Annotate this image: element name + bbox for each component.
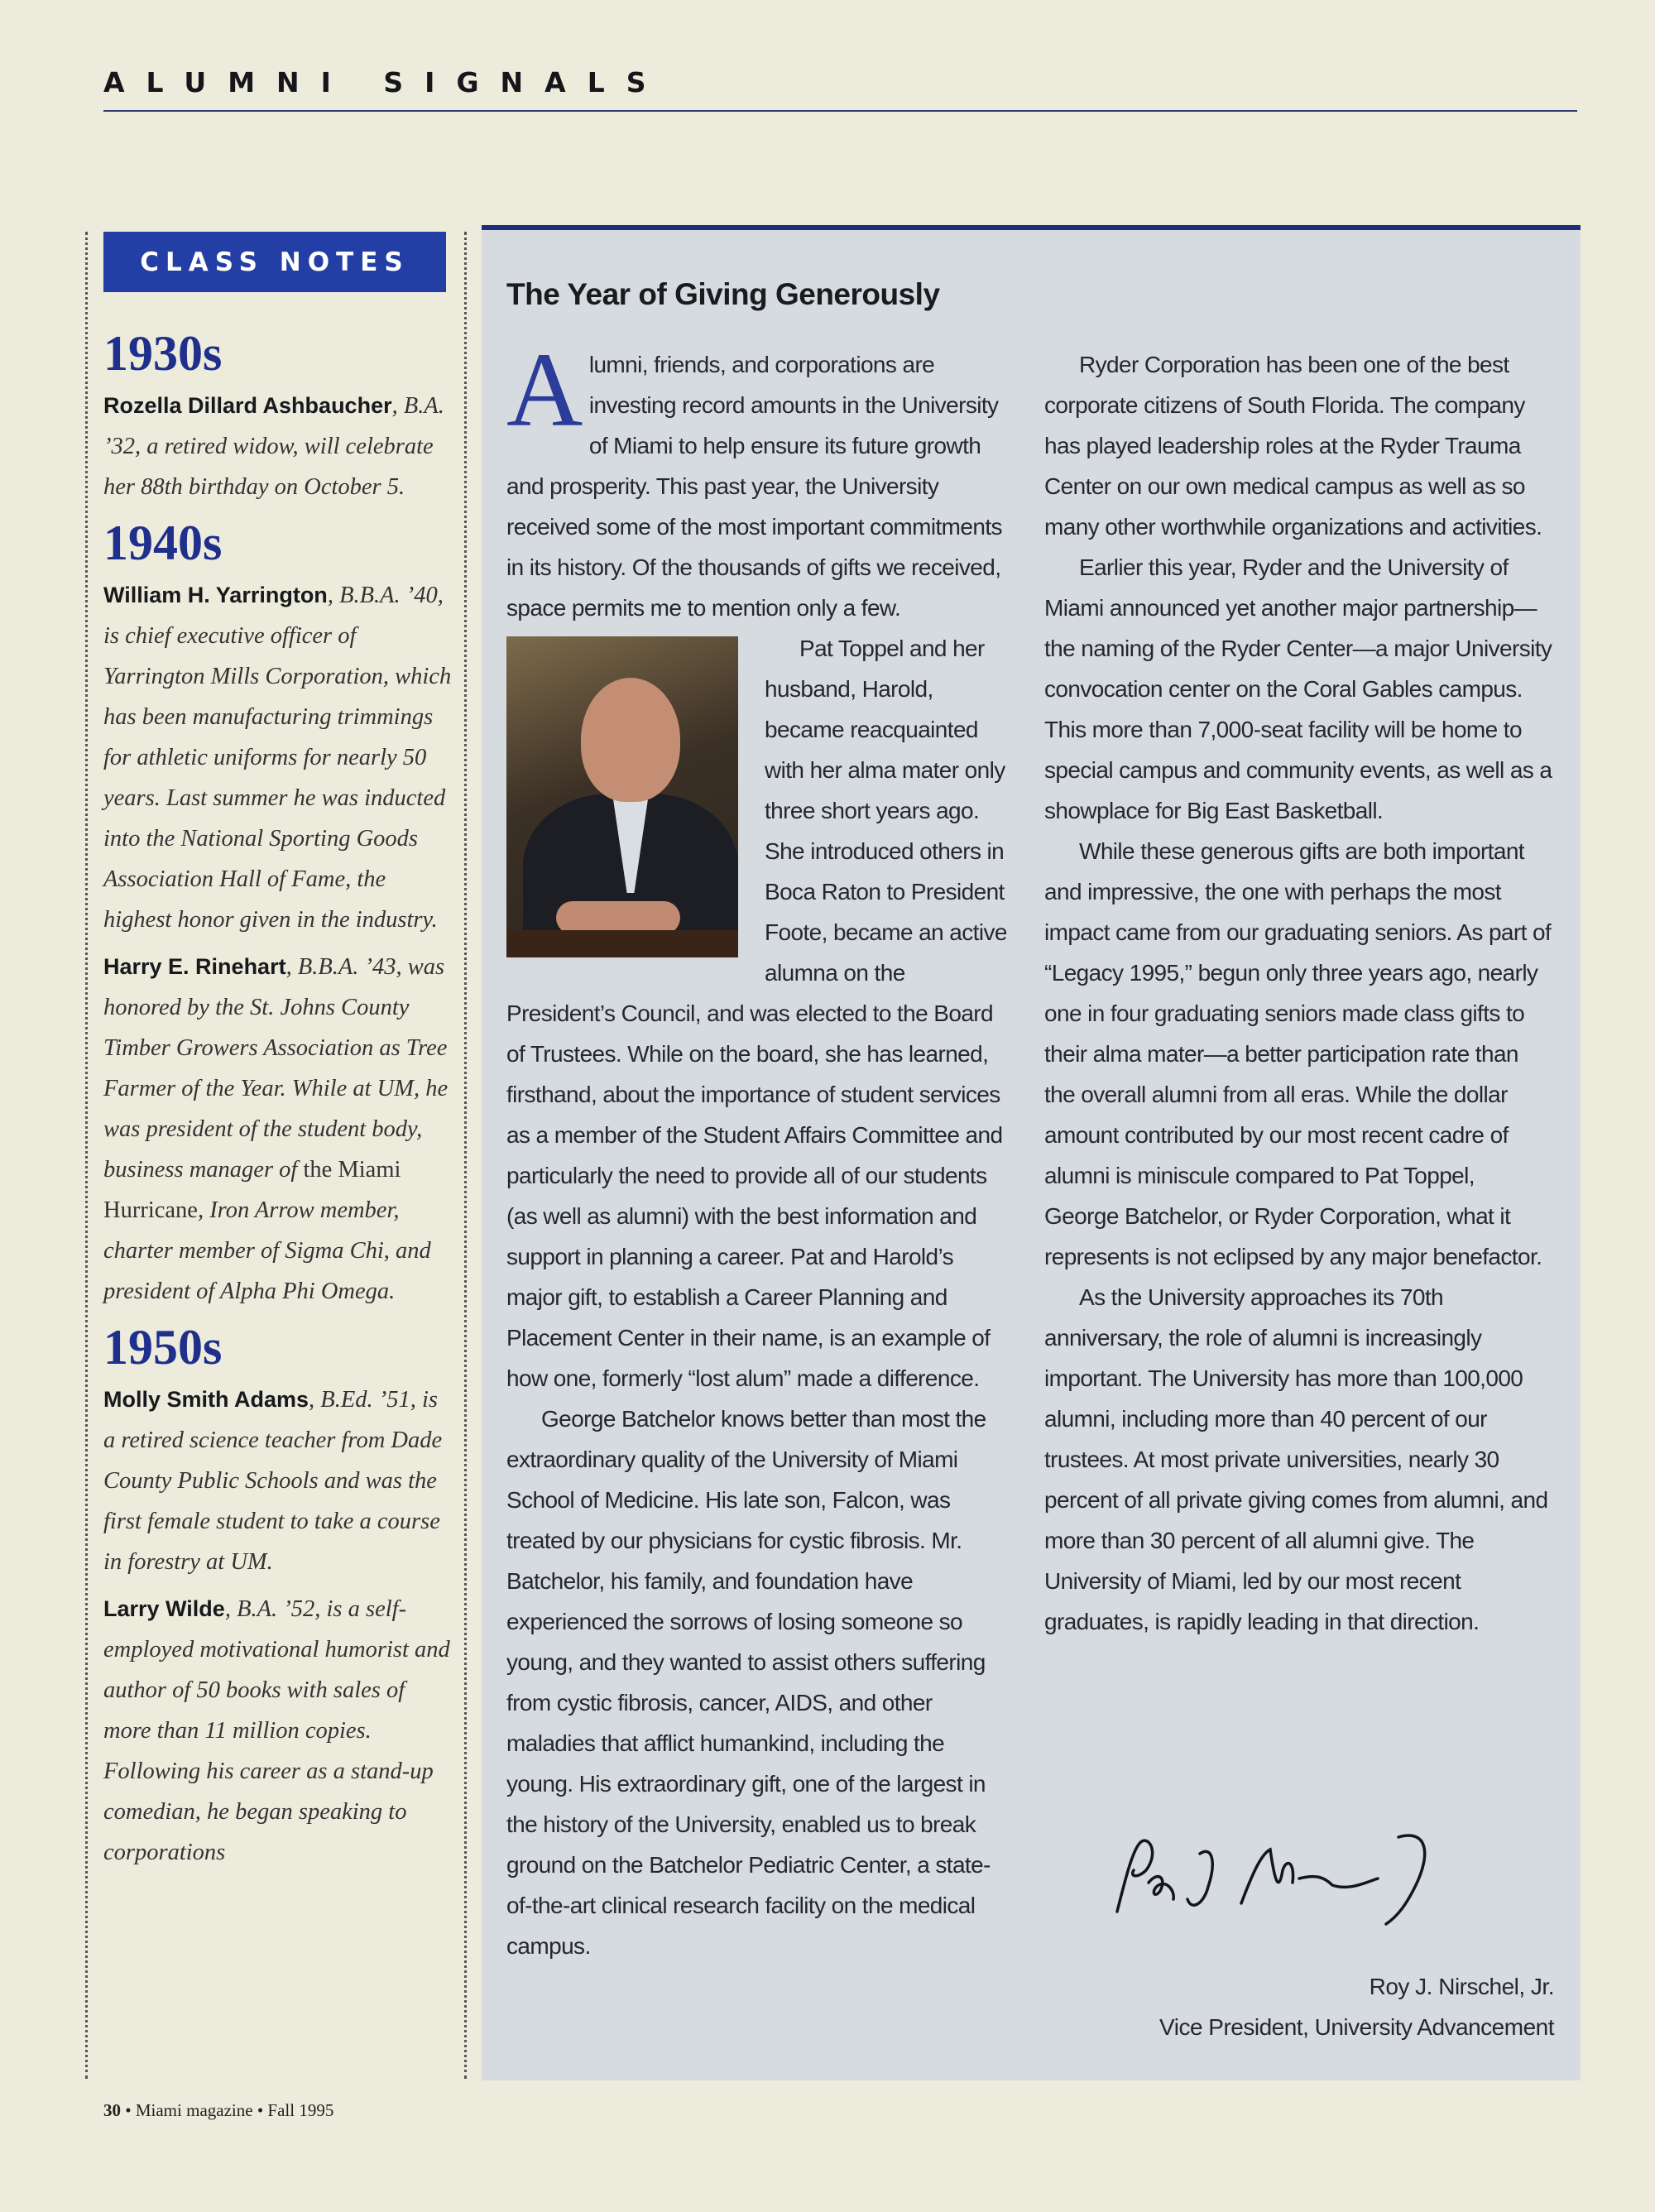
header-rule: [103, 110, 1577, 112]
alumnus-name: William H. Yarrington: [103, 583, 328, 607]
article-paragraph: Pat Toppel and her husband, Harold, became reacquainted with her alma mater only three short years ago. She introduced others in Boca Raton to President Foote, became an active alumna on the President’s Council, and was elected to the Board of Trustees. While on the board, she has learned, firsthand, about the importance of student services as a member of the Student Affairs Committee and particularly the need to provide all of our students (as well as alumni) with the best information and support in planning a career. Pat and Harold’s major gift, to establish a Career Planning and Placement Center in their name, is an example of how one, formerly “lost alum” made a difference.: [506, 636, 1007, 1391]
class-note-entry: [103, 947, 455, 1312]
class-notes-badge: CLASS NOTES: [103, 232, 446, 292]
decade-1950s: [103, 1318, 455, 1873]
decade-1940s: [103, 514, 455, 1312]
publication-name: the Miami Hurricane: [103, 1157, 401, 1223]
class-note-entry: [103, 386, 455, 507]
drop-cap: A: [506, 331, 583, 449]
article-paragraph: George Batchelor knows better than most the extraordinary quality of the University of Miami School of Medicine. His late son, Falcon, was treated by our physicians for cystic fibrosis. Mr. Batchelor, his family, and foundation have experienced the sorrows of losing someone so young, and they wanted to assist others suffering from cystic fibrosis, cancer, AIDS, and other maladies that afflict humankind, including the young. His extraordinary gift, one of the largest in the history of the University, enabled us to break ground on the Batchelor Pediatric Center, a state-of-the-art clinical research facility on the medical campus.: [506, 1406, 991, 1959]
alumnus-name: Rozella Dillard Ashbaucher: [103, 393, 392, 418]
decade-1930s: [103, 324, 455, 507]
section-title: ALUMNI SIGNALS: [103, 66, 668, 98]
class-note-entry: [103, 575, 455, 940]
article-paragraph: While these generous gifts are both important and impressive, the one with perhaps the most impact came from our graduating seniors. As part of “Legacy 1995,” begun only three years ago, nearly one in four graduating seniors made class gifts to their alma mater—a better participation rate than the overall alumni from all eras. While the dollar amount contributed by our most recent cadre of alumni is miniscule compared to Pat Toppel, George Batchelor, or Ryder Corporation, what it represents is not eclipsed by any major benefactor.: [1044, 838, 1552, 1269]
publication-name: Miami magazine: [135, 2100, 253, 2120]
article-paragraph: Ryder Corporation has been one of the best corporate citizens of South Florida. The company has played leadership roles at the Ryder Trauma Center on our own medical campus as well as so many other worthwhile organizations and activities.: [1044, 352, 1542, 540]
note-text: , B.B.A. ’43, was honored by the St. Johns County Timber Growers Association as Tree Farmer of the Year. While at UM, he was president of the student body, business manager of: [103, 954, 449, 1183]
portrait-photo: [506, 636, 738, 957]
alumnus-name: Larry Wilde: [103, 1596, 225, 1621]
signature-name: Roy J. Nirschel, Jr.: [1369, 1974, 1554, 1999]
article-paragraph: Earlier this year, Ryder and the University of Miami announced yet another major partnership—the naming of the Ryder Center—a major University convocation center on the Coral Gables campus. This more than 7,000-seat facility will be home to special campus and community events, as well as a showplace for Big East Basketball.: [1044, 554, 1552, 823]
article-column-2: [1044, 344, 1552, 1642]
note-text: , B.Ed. ’51, is a retired science teacher from Dade County Public Schools and was the first female student to take a course in forestry at UM.: [103, 1387, 443, 1575]
article-paragraph: [506, 331, 1010, 628]
footer-separator: •: [125, 2100, 132, 2120]
article-paragraph: As the University approaches its 70th anniversary, the role of alumni is increasingly important. The University has more than 100,000 alumni, including more than 40 percent of our trustees. At most private universities, nearly 30 percent of all private giving comes from alumni, and more than 30 percent of all alumni give. The University of Miami, led by our most recent graduates, is rapidly leading in that direction.: [1044, 1284, 1548, 1634]
right-dotted-rule: [464, 232, 467, 2079]
issue-date: Fall 1995: [267, 2100, 334, 2120]
class-note-entry: [103, 1589, 455, 1873]
alumnus-name: Harry E. Rinehart: [103, 954, 286, 979]
footer-separator: •: [257, 2100, 264, 2120]
note-text: , B.A. ’52, is a self-employed motivational humorist and author of 50 books with sales of more than 11 million copies. Following his career as a stand-up comedian, he began speaking to corporations: [103, 1596, 450, 1865]
paragraph-text: lumni, friends, and corporations are investing record amounts in the University of Miami to help ensure its future growth and prosperity. This past year, the University received some of the most important commitments in its history. Of the thousands of gifts we received, space permits me to mention only a few.: [506, 352, 1002, 621]
article-title: The Year of Giving Generously: [506, 276, 940, 311]
note-text: , B.B.A. ’40, is chief executive officer of Yarrington Mills Corporation, which has been manufacturing trimmings for athletic uniforms for nearly 50 years. Last summer he was inducted into the National Sporting Goods Association Hall of Fame, the highest honor given in the industry.: [103, 583, 452, 933]
page-footer: [103, 2100, 333, 2121]
page-number: 30: [103, 2100, 121, 2120]
decade-heading: 1940s: [103, 516, 223, 570]
class-notes-column: [103, 324, 455, 1879]
note-text: , B.A. ’32, a retired widow, will celebrate her 88th birthday on October 5.: [103, 393, 444, 500]
handwritten-signature: [1101, 1821, 1498, 1928]
article-column-1: [506, 331, 1010, 1966]
decade-heading: 1930s: [103, 326, 223, 381]
signature-title: Vice President, University Advancement: [1159, 2014, 1554, 2040]
class-note-entry: [103, 1380, 455, 1582]
left-dotted-rule: [85, 232, 88, 2079]
note-text-continued: , Iron Arrow member, charter member of Sigma Chi, and president of Alpha Phi Omega.: [103, 1197, 431, 1304]
alumnus-name: Molly Smith Adams: [103, 1387, 309, 1412]
decade-heading: 1950s: [103, 1320, 223, 1375]
